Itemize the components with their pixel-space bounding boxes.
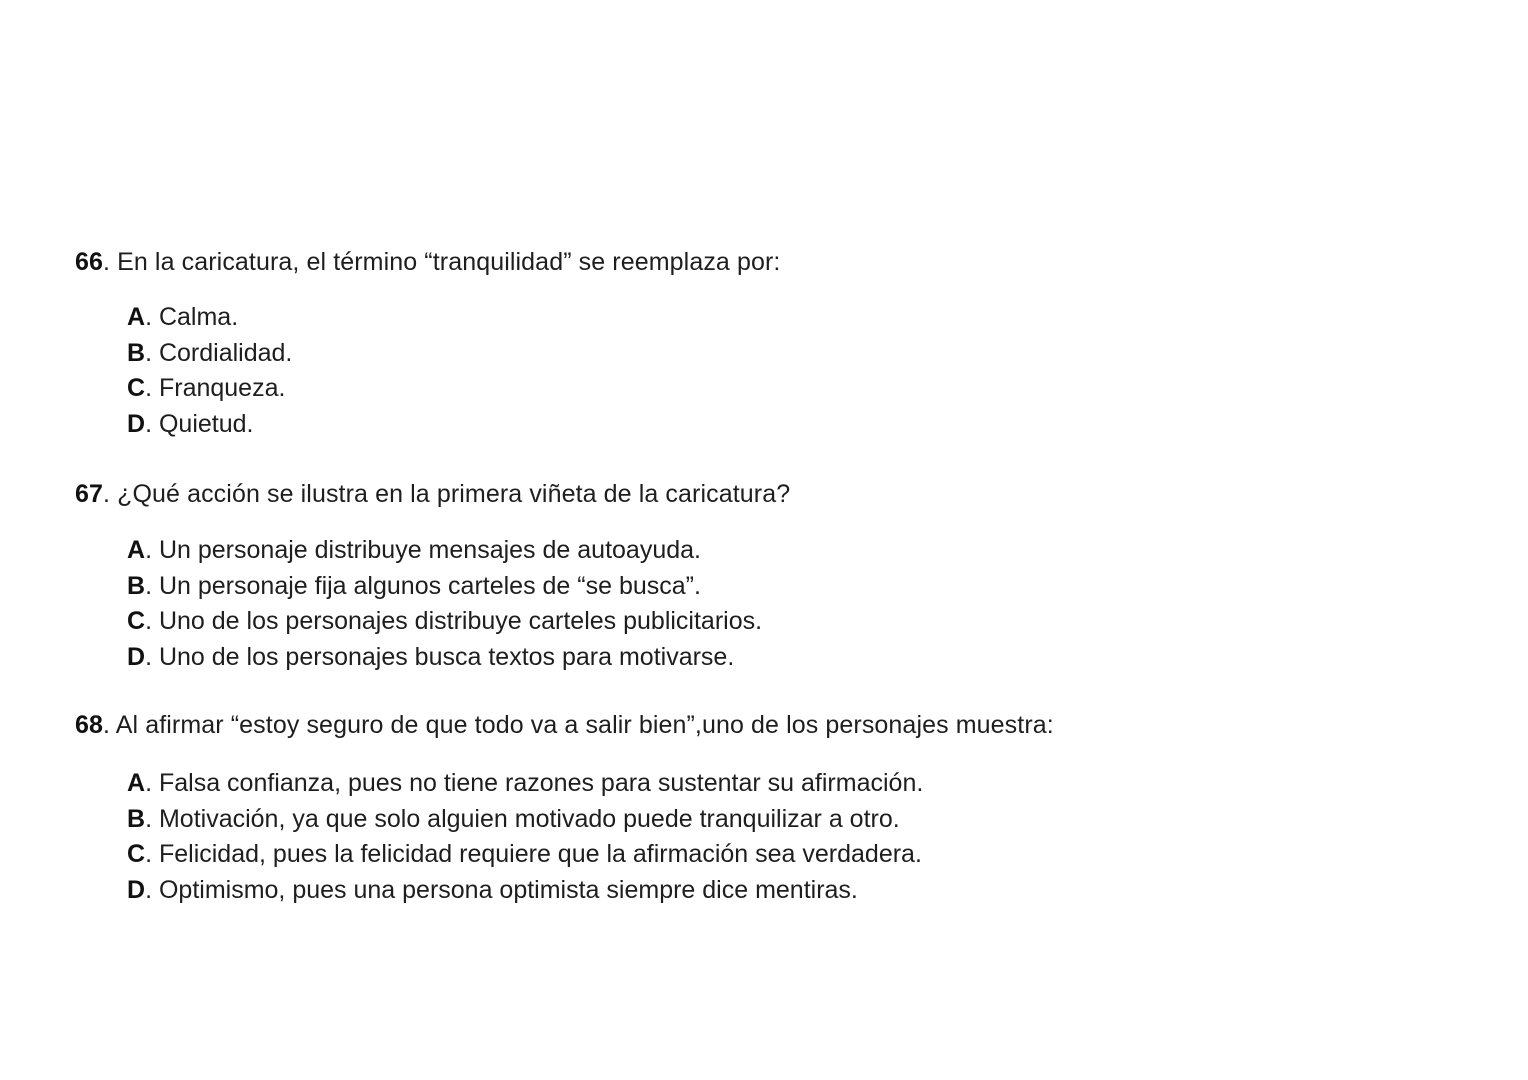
separator: . <box>103 480 118 508</box>
option-text: Un personaje fija algunos carteles de “se busca”. <box>158 571 701 600</box>
separator: . <box>145 642 159 671</box>
separator: . <box>145 840 159 868</box>
option-c[interactable] <box>127 604 762 640</box>
option-text: Falsa confianza, pues no tiene razones para sustentar su afirmación. <box>158 769 924 797</box>
option-b[interactable] <box>127 336 292 372</box>
option-letter: A <box>127 769 146 797</box>
question-68 <box>75 710 1054 904</box>
option-d[interactable] <box>127 873 923 909</box>
option-text: Calma. <box>158 303 239 331</box>
option-letter: D <box>127 875 146 904</box>
option-letter: C <box>127 374 146 402</box>
option-letter: D <box>127 642 146 671</box>
separator: . <box>103 248 118 276</box>
option-text: Cordialidad. <box>158 338 293 367</box>
options-list <box>127 300 292 442</box>
question-66 <box>75 247 781 438</box>
question-67 <box>75 479 791 671</box>
question-stem <box>75 479 790 509</box>
separator: . <box>145 374 159 402</box>
option-letter: D <box>127 409 146 438</box>
separator: . <box>145 875 159 904</box>
option-letter: A <box>127 303 146 331</box>
options-list <box>127 766 923 908</box>
option-text: Franqueza. <box>158 374 286 402</box>
question-stem <box>75 710 1054 740</box>
option-text: Felicidad, pues la felicidad requiere que la afirmación sea verdadera. <box>158 840 922 868</box>
option-a[interactable] <box>127 300 292 336</box>
option-text: Uno de los personajes busca textos para motivarse. <box>158 642 735 671</box>
question-number: 67 <box>75 480 104 508</box>
question-stem <box>75 247 780 277</box>
separator: . <box>145 607 159 635</box>
separator: . <box>145 571 159 600</box>
option-letter: B <box>127 571 146 600</box>
separator: . <box>145 536 159 564</box>
question-text: ¿Qué acción se ilustra en la primera viñeta de la caricatura? <box>117 480 791 508</box>
option-text: Motivación, ya que solo alguien motivado puede tranquilizar a otro. <box>158 804 900 833</box>
separator: . <box>145 409 159 438</box>
separator: . <box>103 711 116 739</box>
options-list <box>127 533 762 675</box>
option-b[interactable] <box>127 569 762 605</box>
option-a[interactable] <box>127 533 762 569</box>
option-text: Uno de los personajes distribuye carteles publicitarios. <box>158 607 763 635</box>
option-letter: A <box>127 536 146 564</box>
separator: . <box>145 769 159 797</box>
option-d[interactable] <box>127 640 762 676</box>
option-text: Quietud. <box>158 409 254 438</box>
question-text: En la caricatura, el término “tranquilidad” se reemplaza por: <box>117 248 781 276</box>
option-d[interactable] <box>127 407 292 443</box>
question-text: Al afirmar “estoy seguro de que todo va a salir bien”,uno de los personajes muestra: <box>115 711 1054 739</box>
option-letter: B <box>127 804 146 833</box>
question-number: 66 <box>75 248 104 276</box>
separator: . <box>145 804 159 833</box>
option-letter: C <box>127 607 146 635</box>
option-a[interactable] <box>127 766 923 802</box>
option-b[interactable] <box>127 802 923 838</box>
option-c[interactable] <box>127 837 923 873</box>
separator: . <box>145 303 159 331</box>
option-letter: C <box>127 840 146 868</box>
question-number: 68 <box>75 711 104 739</box>
option-c[interactable] <box>127 371 292 407</box>
separator: . <box>145 338 159 367</box>
option-text: Optimismo, pues una persona optimista siempre dice mentiras. <box>158 875 858 904</box>
option-text: Un personaje distribuye mensajes de autoayuda. <box>158 536 701 564</box>
option-letter: B <box>127 338 146 367</box>
